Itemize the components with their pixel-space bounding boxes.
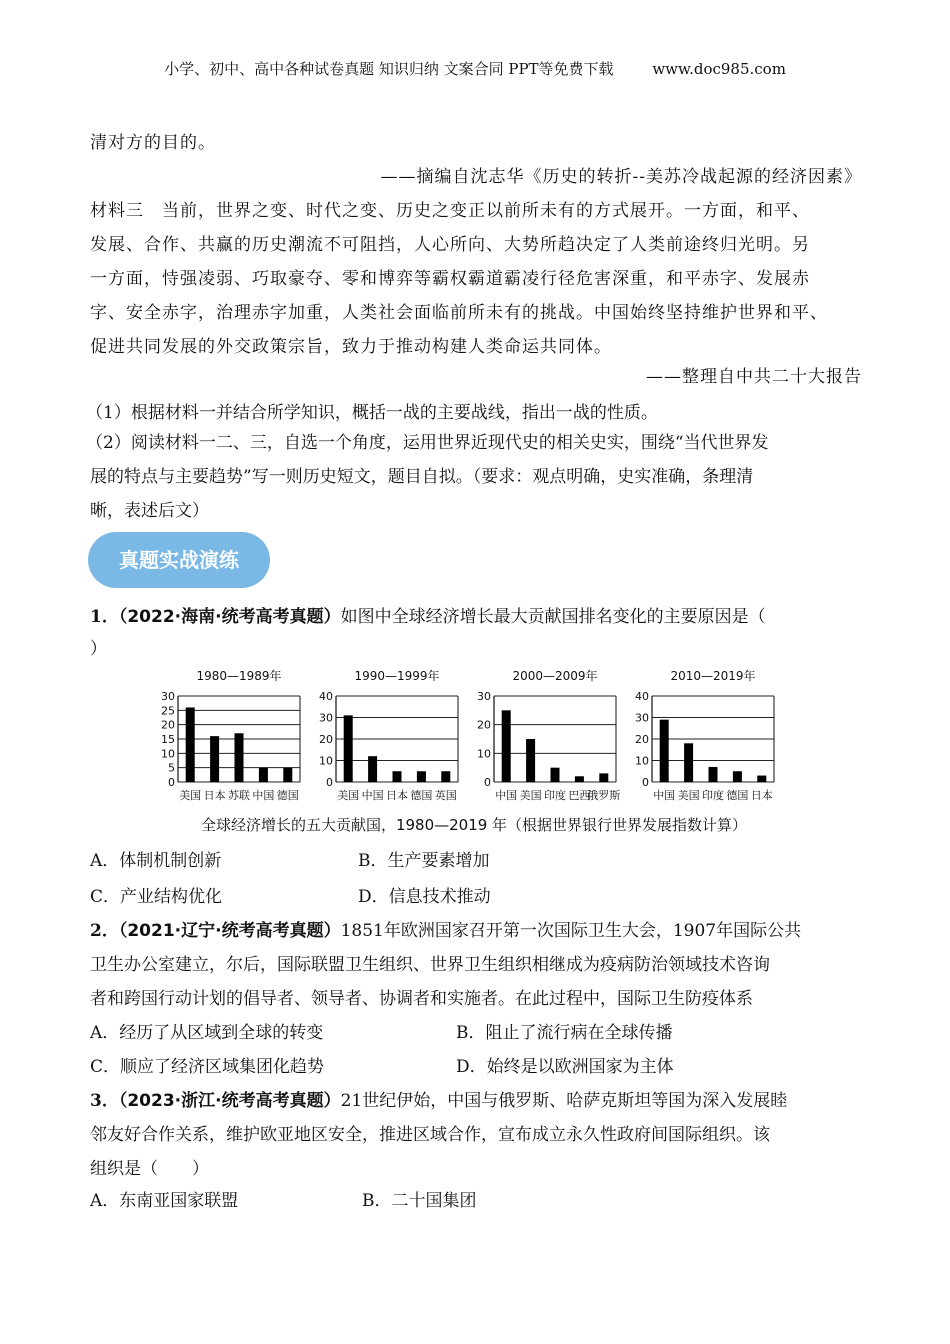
y-tick-label: 15 — [161, 733, 175, 746]
question-text: 者和跨国行动计划的倡导者、领导者、协调者和实施者。在此过程中，国际卫生防疫体系 — [90, 989, 753, 1009]
bar-charts — [158, 656, 790, 808]
option-c[interactable]: C．产业结构优化 — [90, 887, 223, 907]
option-c[interactable]: C．顺应了经济区域集团化趋势 — [90, 1057, 325, 1077]
bar — [368, 756, 377, 782]
y-tick-label: 0 — [484, 776, 491, 789]
chart-caption: 全球经济增长的五大贡献国，1980—2019 年（根据世界银行世界发展指数计算） — [200, 816, 748, 834]
bar — [757, 776, 766, 782]
bar — [441, 771, 450, 782]
bar — [210, 736, 219, 782]
bar — [733, 771, 742, 782]
question-number: 2． — [90, 921, 119, 941]
question-text: 1851年欧洲国家召开第一次国际卫生大会，1907年国际公共 — [340, 921, 802, 941]
page-header — [0, 58, 950, 79]
x-tick-label: 德国 — [410, 789, 433, 802]
y-tick-label: 30 — [477, 690, 491, 703]
bar — [344, 715, 353, 782]
question-text: 组织是（ ） — [90, 1159, 209, 1179]
subquestion-2-line: 晰，表述后文） — [90, 501, 209, 521]
bar — [660, 720, 669, 782]
question-text: ） — [90, 639, 107, 659]
chart-panel — [161, 668, 300, 802]
chart-panel — [477, 668, 620, 802]
bar — [575, 776, 584, 782]
bar — [235, 733, 244, 782]
question-text: 邻友好合作关系，维护欧亚地区安全，推进区域合作，宣布成立永久性政府间国际组织。该 — [90, 1125, 770, 1145]
option-b[interactable]: B．生产要素增加 — [358, 851, 490, 871]
x-tick-label: 中国 — [252, 789, 275, 802]
y-tick-label: 5 — [168, 761, 175, 775]
material3-line: 发展、合作、共赢的历史潮流不可阻挡，人心所向、大势所趋决定了人类前途终归光明。另 — [90, 235, 810, 255]
x-tick-label: 德国 — [276, 789, 299, 802]
header-text: 小学、初中、高中各种试卷真题 知识归纳 文案合同 PPT等免费下载 — [164, 60, 614, 78]
y-tick-label: 10 — [635, 754, 649, 768]
x-tick-label: 德国 — [726, 789, 749, 802]
y-tick-label: 0 — [168, 776, 175, 789]
question-text: 卫生办公室建立，尔后，国际联盟卫生组织、世界卫生组织相继成为疫病防治领域技术咨询 — [90, 955, 770, 975]
bar — [186, 707, 195, 782]
bar — [417, 771, 426, 782]
bar — [684, 743, 693, 782]
x-tick-label: 印度 — [544, 789, 566, 802]
section-badge: 真题实战演练 — [88, 532, 270, 588]
option-b[interactable]: B．二十国集团 — [362, 1191, 477, 1211]
y-tick-label: 20 — [161, 718, 175, 732]
x-tick-label: 美国 — [179, 789, 202, 802]
chart-panel — [635, 668, 774, 802]
bar — [709, 767, 718, 782]
question-source: （2021·辽宁·统考高考真题） — [118, 921, 341, 941]
x-tick-label: 美国 — [337, 789, 360, 802]
question-2 — [90, 914, 870, 948]
y-tick-label: 40 — [635, 690, 649, 703]
bar — [599, 773, 608, 782]
question-1 — [90, 600, 870, 634]
x-tick-label: 美国 — [519, 789, 542, 802]
x-tick-label: 英国 — [434, 789, 457, 802]
y-tick-label: 20 — [635, 733, 649, 746]
question-number: 3． — [90, 1091, 119, 1111]
chart-title: 1980—1989年 — [196, 669, 282, 683]
x-tick-label: 中国 — [653, 789, 676, 802]
bar — [259, 768, 268, 782]
option-a[interactable]: A．经历了从区域到全球的转变 — [90, 1023, 324, 1043]
subquestion-2-line: （2）阅读材料一二、三，自选一个角度，运用世界近现代史的相关史实，围绕“当代世界发 — [86, 433, 769, 453]
y-tick-label: 40 — [319, 690, 333, 703]
bar — [393, 771, 402, 782]
x-tick-label: 苏联 — [228, 789, 250, 802]
option-b[interactable]: B．阻止了流行病在全球传播 — [456, 1023, 673, 1043]
question-source: （2023·浙江·统考高考真题） — [118, 1091, 341, 1111]
question-source: （2022·海南·统考高考真题） — [118, 607, 341, 627]
material3-line: 字、安全赤字，治理赤字加重，人类社会面临前所未有的挑战。中国始终坚持维护世界和平、 — [90, 303, 828, 323]
bar — [551, 768, 560, 782]
y-tick-label: 0 — [642, 776, 649, 789]
passage-line: 清对方的目的。 — [90, 133, 216, 153]
y-tick-label: 30 — [319, 711, 333, 725]
y-tick-label: 10 — [477, 747, 491, 761]
x-tick-label: 中国 — [495, 789, 518, 802]
y-tick-label: 30 — [161, 690, 175, 703]
option-a[interactable]: A．东南亚国家联盟 — [90, 1191, 239, 1211]
y-tick-label: 20 — [319, 733, 333, 746]
gdp-contribution-figure — [158, 656, 790, 808]
chart-panel — [319, 668, 458, 802]
material3-line: 促进共同发展的外交政策宗旨，致力于推动构建人类命运共同体。 — [90, 337, 612, 357]
bar — [283, 768, 292, 782]
subquestion-2-line: 展的特点与主要趋势”写一则历史短文，题目自拟。（要求：观点明确，史实准确，条理清 — [90, 467, 754, 487]
y-tick-label: 10 — [319, 754, 333, 768]
option-d[interactable]: D．始终是以欧洲国家为主体 — [456, 1057, 674, 1077]
question-3 — [90, 1084, 870, 1118]
x-tick-label: 中国 — [361, 789, 384, 802]
x-tick-label: 日本 — [386, 789, 408, 802]
material3-line: 一方面，恃强凌弱、巧取豪夺、零和博弈等霸权霸道霸凌行径危害深重，和平赤字、发展赤 — [90, 269, 810, 289]
material3-line: 材料三 当前，世界之变、时代之变、历史之变正以前所未有的方式展开。一方面，和平、 — [90, 201, 810, 221]
question-number: 1． — [90, 607, 119, 627]
bar — [526, 739, 535, 782]
x-tick-label: 日本 — [203, 789, 226, 802]
y-tick-label: 20 — [477, 718, 491, 732]
option-a[interactable]: A．体制机制创新 — [90, 851, 222, 871]
x-tick-label: 巴西 — [568, 789, 591, 802]
y-tick-label: 25 — [161, 704, 175, 718]
material2-source: ——摘编自沈志华《历史的转折--美苏冷战起源的经济因素》 — [380, 167, 862, 187]
chart-title: 1990—1999年 — [354, 669, 440, 683]
x-tick-label: 美国 — [677, 789, 700, 802]
y-tick-label: 30 — [635, 711, 649, 725]
bar — [502, 710, 511, 782]
y-tick-label: 10 — [161, 747, 175, 761]
option-d[interactable]: D．信息技术推动 — [358, 887, 491, 907]
x-tick-label: 日本 — [750, 789, 773, 802]
material3-source: ——整理自中共二十大报告 — [646, 367, 862, 387]
chart-title: 2010—2019年 — [670, 669, 756, 683]
x-tick-label: 印度 — [702, 789, 724, 802]
question-text: 如图中全球经济增长最大贡献国排名变化的主要原因是（ — [340, 607, 766, 627]
y-tick-label: 0 — [326, 776, 333, 789]
x-tick-label: 俄罗斯 — [587, 789, 621, 802]
chart-title: 2000—2009年 — [512, 669, 598, 683]
header-url[interactable]: www.doc985.com — [652, 60, 786, 78]
subquestion-1: （1）根据材料一并结合所学知识，概括一战的主要战线，指出一战的性质。 — [86, 403, 658, 423]
question-text: 21世纪伊始，中国与俄罗斯、哈萨克斯坦等国为深入发展睦 — [340, 1091, 788, 1111]
